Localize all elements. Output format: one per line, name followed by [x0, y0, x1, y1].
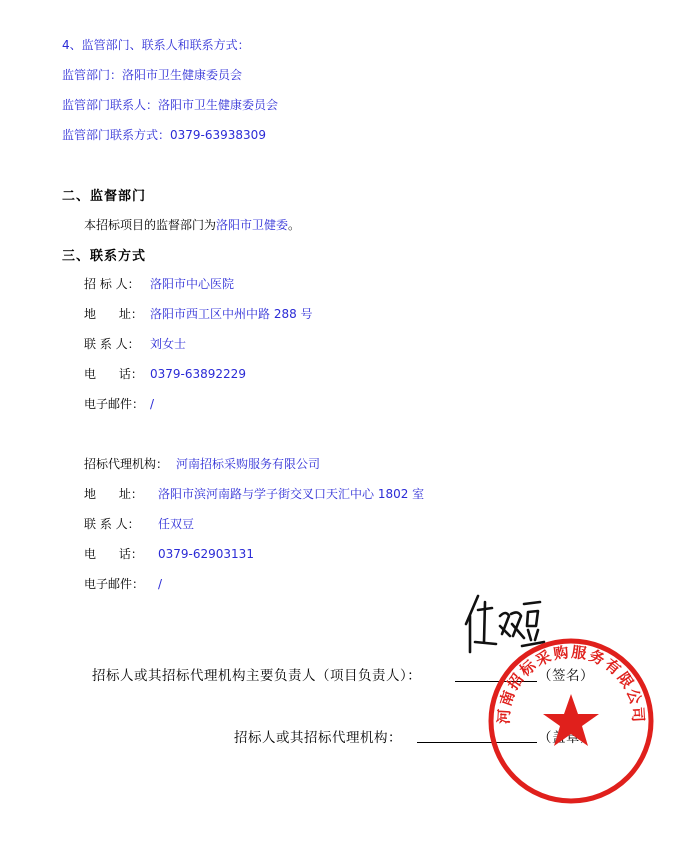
tenderer-email-label: 电子邮件： — [84, 397, 145, 411]
paragraph-suffix: 。 — [288, 218, 301, 232]
tenderer-name-row — [84, 275, 234, 292]
agency-email-row — [84, 575, 162, 592]
agency-phone-label: 电 话： — [84, 547, 143, 561]
tenderer-address-row — [84, 305, 313, 322]
agency-address-row — [84, 485, 424, 502]
company-seal — [486, 636, 656, 806]
agency-name-label: 招标代理机构： — [84, 457, 169, 471]
tenderer-phone-row — [84, 365, 246, 382]
paragraph-prefix: 本招标项目的监督部门为 — [84, 218, 217, 232]
tenderer-email: / — [150, 397, 155, 411]
tenderer-address: 洛阳市西工区中州中路 288 号 — [150, 307, 313, 321]
principal-signature-suffix: （签名） — [538, 668, 594, 684]
org-seal-suffix: （盖章） — [538, 730, 594, 746]
supervision-phone: 监管部门联系方式：0379-63938309 — [62, 128, 266, 142]
agency-email: / — [158, 577, 163, 591]
org-seal-label: 招标人或其招标代理机构： — [234, 730, 402, 746]
supervision-item-title: 4、监管部门、联系人和联系方式： — [62, 38, 250, 52]
agency-contact-label: 联 系 人： — [84, 517, 140, 531]
supervision-contact: 监管部门联系人：洛阳市卫生健康委员会 — [62, 98, 279, 112]
agency-phone: 0379-62903131 — [158, 547, 254, 561]
section-heading-contact: 三、联系方式 — [62, 249, 147, 264]
agency-address-label: 地 址： — [84, 487, 143, 501]
tenderer-contact: 刘女士 — [150, 337, 187, 351]
supervision-paragraph — [84, 216, 300, 233]
tenderer-contact-label: 联 系 人： — [84, 337, 140, 351]
agency-address: 洛阳市滨河南路与学子街交叉口天汇中心 1802 室 — [158, 487, 425, 501]
tenderer-name-label: 招 标 人： — [84, 277, 140, 291]
svg-text:河南招标采购服务有限公司: 河南招标采购服务有限公司 — [494, 642, 648, 725]
agency-contact: 任双豆 — [158, 517, 195, 531]
principal-signature-label: 招标人或其招标代理机构主要负责人（项目负责人）： — [92, 668, 422, 684]
tenderer-phone-label: 电 话： — [84, 367, 143, 381]
agency-name-row — [84, 455, 320, 472]
supervision-dept: 监管部门：洛阳市卫生健康委员会 — [62, 68, 243, 82]
agency-name: 河南招标采购服务有限公司 — [176, 457, 321, 471]
paragraph-dept: 洛阳市卫健委 — [216, 218, 289, 232]
agency-email-label: 电子邮件： — [84, 577, 145, 591]
tenderer-email-row — [84, 395, 154, 412]
tenderer-phone: 0379-63892229 — [150, 367, 246, 381]
tenderer-contact-row — [84, 335, 186, 352]
agency-contact-row — [84, 515, 194, 532]
tenderer-address-label: 地 址： — [84, 307, 143, 321]
agency-phone-row — [84, 545, 254, 562]
section-heading-supervision: 二、监督部门 — [62, 189, 147, 204]
tenderer-name: 洛阳市中心医院 — [150, 277, 235, 291]
